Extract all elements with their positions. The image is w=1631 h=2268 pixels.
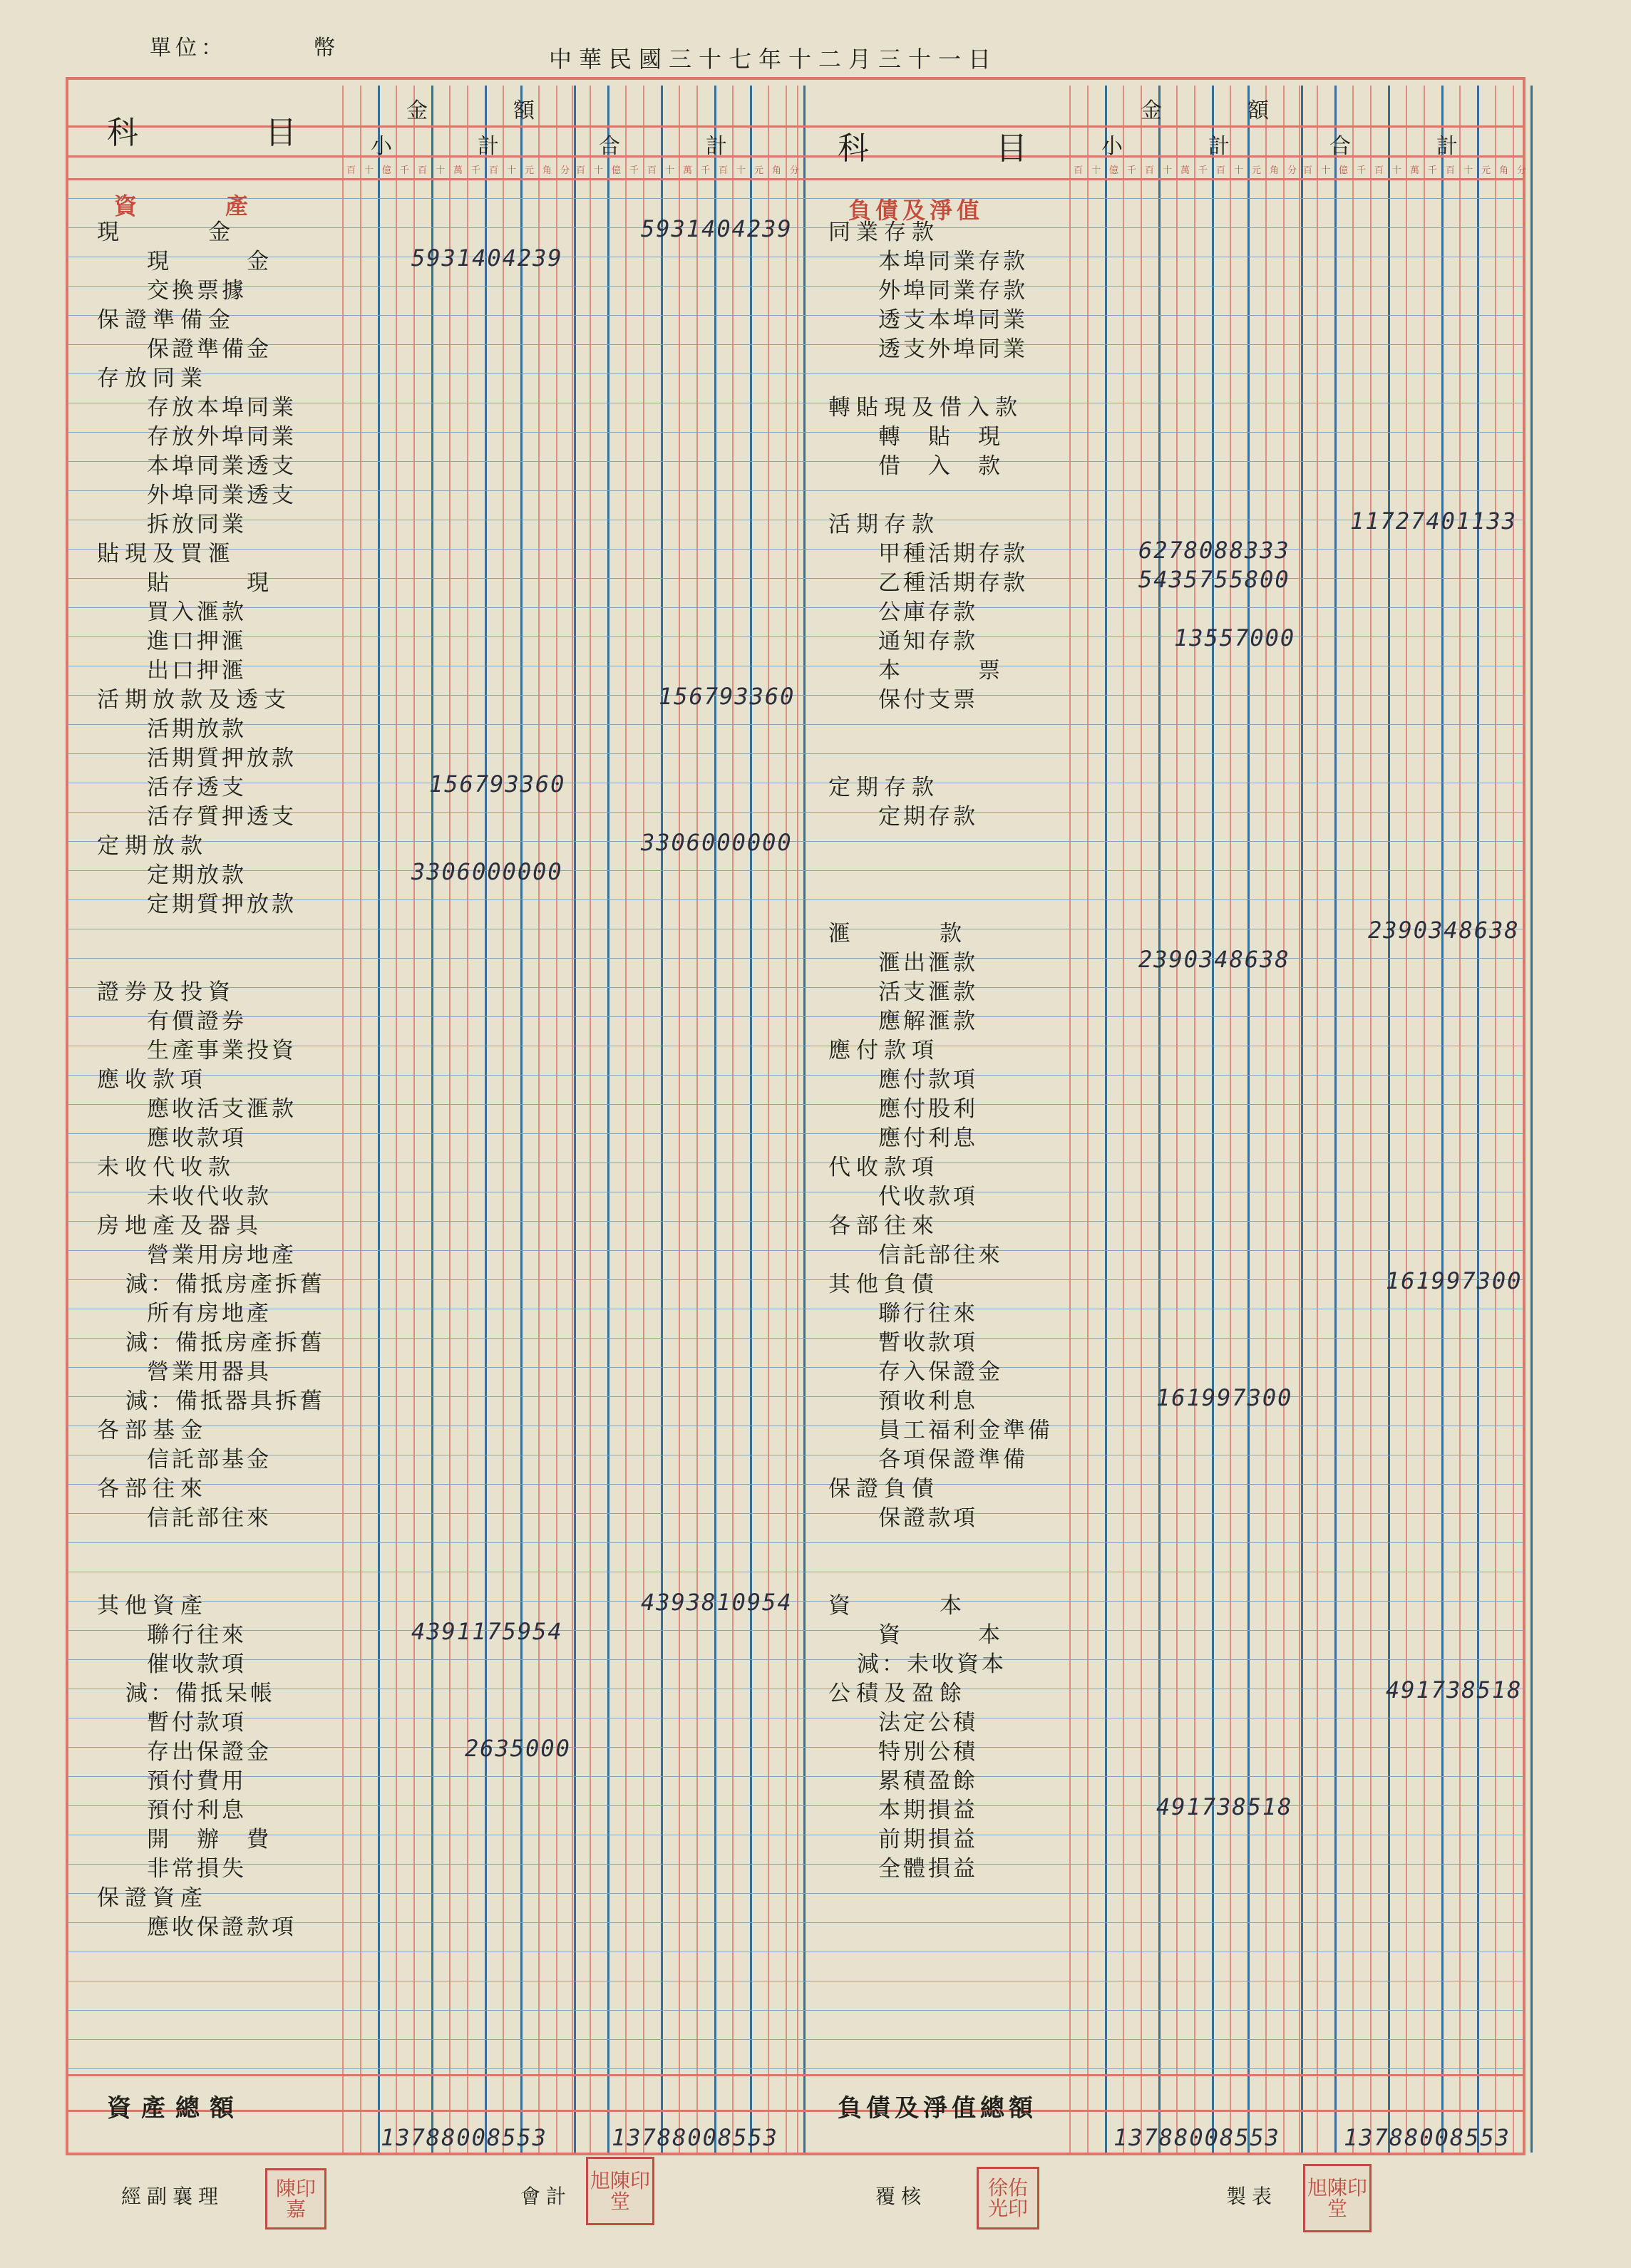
grid-vline (1087, 86, 1089, 2153)
unit-label: 十 (736, 165, 746, 176)
account-label: 累積盈餘 (878, 1768, 978, 1794)
unit-label: 單位： (150, 36, 227, 61)
grid-vline (449, 86, 451, 2153)
account-label: 其他資產 (97, 1593, 208, 1619)
account-label: 存放外埠同業 (147, 424, 297, 450)
grid-vline (520, 86, 523, 2153)
grid-vline (607, 86, 609, 2153)
account-label: 未收代收款 (147, 1184, 272, 1210)
subtotal-amount: 2390348638 (1138, 946, 1290, 973)
unit-label: 億 (382, 165, 392, 176)
account-label: 減：備抵房產拆舊 (125, 1330, 325, 1356)
account-label: 特別公積 (878, 1739, 978, 1765)
grid-hline (67, 1864, 1524, 1865)
unit-label: 十 (1234, 165, 1244, 176)
account-label: 存放同業 (97, 366, 208, 391)
grid-vline (768, 86, 769, 2153)
liabilities-section-title: 負債及淨值 (848, 197, 984, 224)
account-label: 透支外埠同業 (878, 336, 1028, 362)
grid-vline (431, 86, 433, 2153)
unit-label: 角 (1270, 165, 1280, 176)
unit-label: 角 (542, 165, 552, 176)
unit-label: 十 (594, 165, 604, 176)
grid-vline (1105, 86, 1107, 2153)
grid-vline (413, 86, 415, 2153)
grid-vline (1530, 86, 1533, 2153)
account-label: 貼 現 (147, 570, 272, 596)
account-label: 活支滙款 (878, 979, 978, 1005)
unit-label: 千 (701, 165, 711, 176)
unit-label: 十 (507, 165, 517, 176)
grid-vline (661, 86, 663, 2153)
grid-hline (67, 1805, 1524, 1806)
grid-vline (797, 86, 798, 2153)
grid-vline (1301, 86, 1303, 2153)
subtotal-amount: 6278088333 (1138, 537, 1290, 564)
grid-vline (342, 86, 344, 2153)
account-label: 生產事業投資 (147, 1038, 297, 1063)
account-label: 本埠同業存款 (878, 249, 1028, 274)
grid-vline (1495, 86, 1496, 2153)
account-label: 營業用器具 (147, 1359, 272, 1385)
unit-label: 元 (754, 165, 764, 176)
account-label: 減：備抵呆帳 (125, 1681, 275, 1706)
account-label: 滙 款 (828, 921, 967, 947)
account-label: 各部往來 (828, 1213, 940, 1239)
account-label: 未收代收款 (97, 1155, 236, 1180)
total-heading-right: 合 計 (1329, 134, 1458, 159)
account-label: 出口押滙 (147, 658, 247, 684)
grid-vline (1141, 86, 1142, 2153)
unit-value: 幣 (314, 36, 339, 61)
grid-hline (67, 1484, 1524, 1485)
subject-heading-left: 科 目 (107, 115, 318, 151)
grid-vline (750, 86, 752, 2153)
account-label: 外埠同業透支 (147, 483, 297, 508)
grid-vline (1212, 86, 1214, 2153)
account-label: 應收款項 (147, 1125, 247, 1151)
account-label: 現 金 (147, 249, 272, 274)
grid-hline (67, 578, 1524, 579)
account-label: 定期質押放款 (147, 892, 297, 917)
total-amount: 4393810954 (641, 1589, 793, 1616)
account-label: 全體損益 (878, 1856, 978, 1882)
subtotal-amount: 5435755800 (1138, 566, 1290, 593)
account-label: 拆放同業 (147, 512, 247, 537)
subtotal-amount: 13557000 (1174, 624, 1296, 651)
unit-label: 百 (346, 165, 356, 176)
grid-vline (1513, 86, 1514, 2153)
account-label: 法定公積 (878, 1710, 978, 1736)
account-label: 開 辦 費 (147, 1827, 272, 1852)
account-label: 減：備抵房產拆舊 (125, 1272, 325, 1297)
grid-vline (1283, 86, 1285, 2153)
total-amount: 161997300 (1386, 1267, 1523, 1294)
account-label: 聯行往來 (878, 1301, 978, 1326)
unit-label: 元 (525, 165, 535, 176)
account-label: 保證負債 (828, 1476, 940, 1502)
account-label: 存放本埠同業 (147, 395, 297, 421)
grid-hline (67, 549, 1524, 550)
grid-hline (67, 636, 1524, 637)
subtotal-amount: 491738518 (1156, 1793, 1293, 1820)
subtotal-heading-left: 小 計 (371, 134, 499, 159)
signature-manager-label: 經副襄理 (121, 2185, 225, 2208)
account-label: 應收活支滙款 (147, 1096, 297, 1122)
account-label: 定期存款 (828, 775, 940, 800)
grid-hline (67, 1016, 1524, 1017)
account-label: 公積及盈餘 (828, 1681, 967, 1706)
manager-seal: 陳印嘉 (265, 2168, 326, 2230)
grid-vline (1424, 86, 1425, 2153)
subtotal-amount: 161997300 (1156, 1384, 1293, 1411)
unit-label: 百 (1374, 165, 1384, 176)
grid-vline (786, 86, 787, 2153)
unit-label: 百 (576, 165, 586, 176)
grid-hline (67, 1133, 1524, 1134)
account-label: 滙出滙款 (878, 950, 978, 976)
account-label: 現 金 (97, 220, 236, 245)
account-label: 應收保證款項 (147, 1914, 297, 1940)
grid-hline-red (67, 155, 1524, 158)
account-label: 資 本 (878, 1622, 1003, 1648)
grid-hline-red (67, 2074, 1524, 2076)
account-label: 員工福利金準備 (878, 1418, 1053, 1443)
grid-vline (1158, 86, 1161, 2153)
account-label: 存入保證金 (878, 1359, 1003, 1385)
unit-label: 萬 (453, 165, 463, 176)
grid-vline (1370, 86, 1372, 2153)
grid-hline (67, 373, 1524, 374)
grid-vline (714, 86, 716, 2153)
grid-vline (396, 86, 397, 2153)
grid-vline (1388, 86, 1390, 2153)
unit-label: 億 (612, 165, 622, 176)
total-amount: 2390348638 (1368, 917, 1520, 944)
account-label: 預付利息 (147, 1798, 247, 1823)
account-label: 應付股利 (878, 1096, 978, 1122)
grid-hline (67, 607, 1524, 608)
liabilities-total-subtotal: 13788008553 (1113, 2124, 1280, 2151)
unit-label: 十 (1091, 165, 1101, 176)
grid-vline (1265, 86, 1267, 2153)
total-amount: 156793360 (659, 683, 796, 710)
account-label: 透支本埠同業 (878, 307, 1028, 333)
account-label: 營業用房地產 (147, 1242, 297, 1268)
grid-hline (67, 1367, 1524, 1368)
grid-hline (67, 1542, 1524, 1543)
grid-hline (67, 2010, 1524, 2011)
unit-label: 角 (1499, 165, 1509, 176)
account-label: 前期損益 (878, 1827, 978, 1852)
account-label: 減：未收資本 (857, 1651, 1007, 1677)
account-label: 定期放款 (147, 862, 247, 888)
account-label: 活期存款 (828, 512, 940, 537)
account-label: 乙種活期存款 (878, 570, 1028, 596)
unit-label: 千 (471, 165, 481, 176)
grid-hline (67, 1221, 1524, 1222)
account-label: 信託部基金 (147, 1447, 272, 1473)
grid-hline (67, 344, 1524, 345)
unit-label: 元 (1481, 165, 1491, 176)
grid-vline (1406, 86, 1407, 2153)
grid-vline (679, 86, 680, 2153)
grid-vline (1459, 86, 1461, 2153)
unit-label: 億 (1339, 165, 1349, 176)
grid-hline (67, 1513, 1524, 1514)
account-label: 定期放款 (97, 833, 208, 859)
grid-vline (574, 86, 576, 2153)
assets-total-total: 13788008553 (612, 2124, 778, 2151)
unit-label: 分 (1287, 165, 1297, 176)
grid-hline (67, 315, 1524, 316)
grid-hline (67, 1075, 1524, 1076)
subtotal-amount: 3306000000 (411, 858, 563, 885)
account-label: 借 入 款 (878, 453, 1003, 479)
grid-hline (67, 227, 1524, 228)
account-label: 信託部往來 (147, 1505, 272, 1531)
account-label: 聯行往來 (147, 1622, 247, 1648)
grid-hline (67, 1893, 1524, 1894)
grid-hline (67, 198, 1524, 199)
account-label: 通知存款 (878, 629, 978, 654)
account-label: 外埠同業存款 (878, 278, 1028, 304)
assets-section-title: 資 產 (114, 192, 263, 220)
grid-vline (1176, 86, 1178, 2153)
account-label: 貼現及買滙 (97, 541, 236, 567)
account-label: 定期存款 (878, 804, 978, 830)
unit-label: 十 (665, 165, 675, 176)
account-label: 保證準備金 (97, 307, 236, 333)
grid-vline (556, 86, 557, 2153)
grid-vline (1352, 86, 1354, 2153)
unit-label: 百 (489, 165, 499, 176)
subtotal-amount: 2635000 (465, 1735, 571, 1762)
account-label: 活期放款 (147, 716, 247, 742)
grid-vline (1069, 86, 1071, 2153)
unit-label: 千 (629, 165, 639, 176)
unit-label: 億 (1109, 165, 1119, 176)
signature-accounting-label: 會計 (520, 2185, 572, 2208)
subtotal-amount: 4391175954 (411, 1618, 563, 1645)
grid-hline (67, 1776, 1524, 1777)
amount-heading-left: 金 額 (406, 98, 535, 123)
grid-vline (485, 86, 487, 2153)
grid-vline (625, 86, 627, 2153)
account-label: 本埠同業透支 (147, 453, 297, 479)
grid-hline (67, 1659, 1524, 1660)
account-label: 應付款項 (828, 1038, 940, 1063)
grid-hline (67, 870, 1524, 871)
account-label: 活期質押放款 (147, 746, 297, 771)
unit-label: 十 (436, 165, 446, 176)
unit-label: 萬 (1180, 165, 1190, 176)
account-label: 本 票 (878, 658, 1003, 684)
amount-heading-right: 金 額 (1141, 98, 1269, 123)
grid-vline (1123, 86, 1124, 2153)
unit-label: 百 (1303, 165, 1313, 176)
unit-label: 千 (1357, 165, 1367, 176)
grid-vline (803, 86, 806, 2153)
account-label: 應解滙款 (878, 1009, 978, 1034)
grid-hline (67, 987, 1524, 988)
unit-label: 萬 (683, 165, 693, 176)
account-label: 交換票據 (147, 278, 247, 304)
grid-vline (1299, 86, 1300, 2153)
account-label: 代收款項 (878, 1184, 978, 1210)
grid-hline (67, 1747, 1524, 1748)
account-label: 暫收款項 (878, 1330, 978, 1356)
signature-review-label: 覆核 (875, 2185, 927, 2208)
account-label: 代收款項 (828, 1155, 940, 1180)
grid-vline (1441, 86, 1444, 2153)
subject-heading-right: 科 目 (838, 130, 1049, 167)
report-date: 中華民國三十七年十二月三十一日 (549, 46, 999, 73)
grid-vline (572, 86, 573, 2153)
account-label: 減：備抵器具拆舊 (125, 1388, 325, 1414)
grid-vline (1477, 86, 1479, 2153)
accounting-seal: 旭陳印堂 (586, 2157, 654, 2225)
unit-label: 分 (560, 165, 570, 176)
account-label: 保證資產 (97, 1885, 208, 1911)
account-label: 應收款項 (97, 1067, 208, 1093)
grid-vline (538, 86, 540, 2153)
account-label: 保付支票 (878, 687, 978, 713)
account-label: 活存透支 (147, 775, 247, 800)
total-amount: 491738518 (1386, 1676, 1523, 1703)
unit-label: 百 (719, 165, 729, 176)
account-label: 轉 貼 現 (878, 424, 1003, 450)
unit-label: 百 (1074, 165, 1084, 176)
grid-hline (67, 2039, 1524, 2040)
account-label: 資 本 (828, 1593, 967, 1619)
grid-vline (503, 86, 504, 2153)
grid-vline (1230, 86, 1231, 2153)
account-label: 有價證券 (147, 1009, 247, 1034)
grid-vline (360, 86, 361, 2153)
unit-label: 百 (1145, 165, 1155, 176)
unit-label: 千 (400, 165, 410, 176)
grid-vline (590, 86, 591, 2153)
signature-preparer-label: 製表 (1226, 2185, 1278, 2208)
subtotal-heading-right: 小 計 (1101, 134, 1230, 159)
account-label: 轉貼現及借入款 (828, 395, 1023, 421)
grid-vline (1194, 86, 1195, 2153)
grid-vline (378, 86, 380, 2153)
account-label: 應付利息 (878, 1125, 978, 1151)
account-label: 其他負債 (828, 1272, 940, 1297)
grid-vline (732, 86, 734, 2153)
unit-label: 百 (1216, 165, 1226, 176)
account-label: 證券及投資 (97, 979, 236, 1005)
grid-vline (467, 86, 468, 2153)
unit-label: 百 (1446, 165, 1456, 176)
grid-vline (1317, 86, 1318, 2153)
account-label: 活存質押透支 (147, 804, 297, 830)
unit-label: 十 (364, 165, 374, 176)
account-label: 非常損失 (147, 1856, 247, 1882)
account-label: 房地產及器具 (97, 1213, 264, 1239)
grid-vline (696, 86, 698, 2153)
account-label: 本期損益 (878, 1798, 978, 1823)
grid-hline (67, 958, 1524, 959)
grid-hline-red (67, 2110, 1524, 2112)
account-label: 進口押滙 (147, 629, 247, 654)
grid-hline (67, 841, 1524, 842)
unit-label: 萬 (1410, 165, 1420, 176)
grid-vline (1334, 86, 1337, 2153)
account-label: 各部往來 (97, 1476, 208, 1502)
account-label: 保證款項 (878, 1505, 978, 1531)
account-label: 存出保證金 (147, 1739, 272, 1765)
review-seal: 徐佑光印 (977, 2167, 1039, 2230)
account-label: 各部基金 (97, 1418, 208, 1443)
account-label: 所有房地產 (147, 1301, 272, 1326)
unit-label: 角 (772, 165, 782, 176)
liabilities-total-total: 13788008553 (1344, 2124, 1511, 2151)
unit-label: 千 (1198, 165, 1208, 176)
unit-label: 千 (1428, 165, 1438, 176)
unit-label: 元 (1252, 165, 1262, 176)
grid-hline (67, 1601, 1524, 1602)
unit-label: 十 (1392, 165, 1402, 176)
unit-label: 百 (647, 165, 657, 176)
unit-label: 百 (418, 165, 428, 176)
account-label: 甲種活期存款 (878, 541, 1028, 567)
account-label: 各項保證準備 (878, 1447, 1028, 1473)
total-heading-left: 合 計 (599, 134, 727, 159)
account-label: 預收利息 (878, 1388, 978, 1414)
liabilities-total-label: 負債及淨值總額 (838, 2094, 1037, 2123)
total-amount: 5931404239 (641, 215, 793, 242)
grid-hline-red (67, 178, 1524, 180)
account-label: 暫付款項 (147, 1710, 247, 1736)
unit-label: 十 (1321, 165, 1331, 176)
subtotal-amount: 5931404239 (411, 244, 563, 272)
grid-hline (67, 1630, 1524, 1631)
account-label: 預付費用 (147, 1768, 247, 1794)
unit-label: 分 (1517, 165, 1527, 176)
account-label: 應付款項 (878, 1067, 978, 1093)
unit-label: 分 (790, 165, 800, 176)
grid-hline (67, 2068, 1524, 2069)
account-label: 催收款項 (147, 1651, 247, 1677)
grid-hline (67, 724, 1524, 725)
total-amount: 3306000000 (641, 829, 793, 856)
account-label: 買入滙款 (147, 599, 247, 625)
unit-label: 十 (1163, 165, 1173, 176)
assets-total-label: 資產總額 (107, 2094, 244, 2123)
account-label: 信託部往來 (878, 1242, 1003, 1268)
grid-vline (643, 86, 644, 2153)
total-amount: 11727401133 (1350, 507, 1517, 535)
grid-hline (67, 286, 1524, 287)
account-label: 活期放款及透支 (97, 687, 292, 713)
unit-label: 千 (1127, 165, 1137, 176)
subtotal-amount: 156793360 (429, 770, 566, 798)
grid-vline (1247, 86, 1250, 2153)
assets-total-subtotal: 13788008553 (381, 2124, 547, 2151)
account-label: 保證準備金 (147, 336, 272, 362)
unit-label: 十 (1463, 165, 1473, 176)
preparer-seal: 旭陳印堂 (1303, 2164, 1372, 2232)
account-label: 公庫存款 (878, 599, 978, 625)
account-label: 同業存款 (828, 220, 940, 245)
